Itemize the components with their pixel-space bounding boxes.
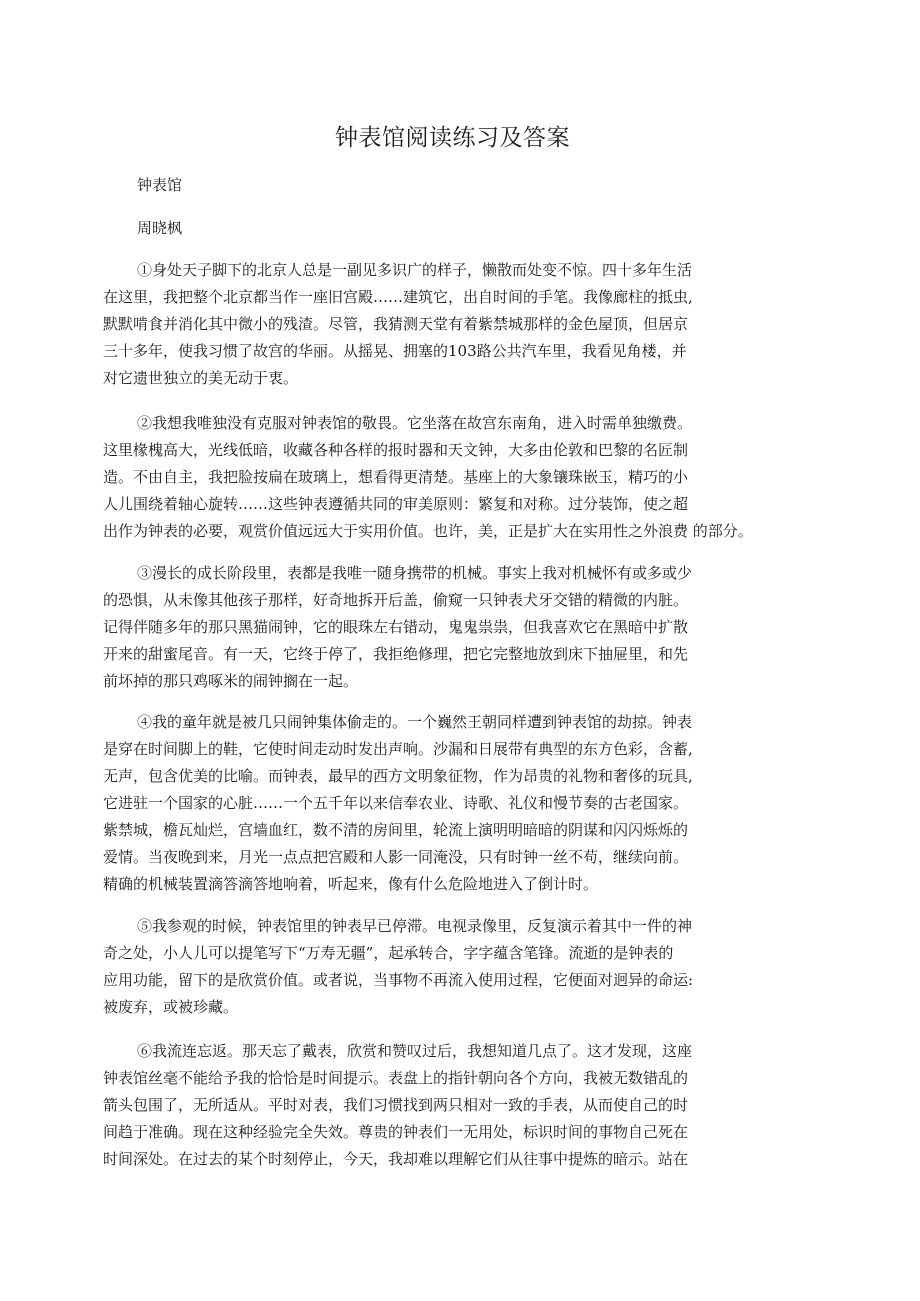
- paragraph-6: [103, 1038, 743, 1173]
- paragraph-line: ②我想我唯独没有克服对钟表馆的敬畏。它坐落在故宫东南角，进入时需单独缴费。: [137, 414, 693, 432]
- paragraph-line: ⑤我参观的时候，钟表馆里的钟表早已停滞。电视录像里，反复演示着其中一件的神: [137, 917, 693, 935]
- paragraph-line: 时间深处。在过去的某个时刻停止，今天，我却难以理解它们从往事中提炼的暗示。站在: [103, 1150, 689, 1168]
- paragraph-1: [103, 257, 743, 392]
- paragraph-line: 精确的机械装置滴答滴答地响着，听起来，像有什么危险地进入了倒计时。: [103, 875, 599, 893]
- paragraph-line: ④我的童年就是被几只闹钟集体偷走的。一个巍然王朝同样遭到钟表馆的劫掠。钟表: [137, 713, 693, 731]
- paragraph-2: [103, 410, 753, 545]
- paragraph-line: 箭头包围了，无所适从。平时对表，我们习惯找到两只相对一致的手表，从而使自己的时: [103, 1096, 689, 1114]
- article-author: 周晓枫: [137, 219, 183, 237]
- paragraph-line: 的恐惧，从未像其他孩子那样，好奇地拆开后盖，偷窥一只钟表犬牙交错的精微的内脏。: [103, 591, 689, 609]
- paragraph-3: [103, 560, 743, 695]
- paragraph-line: 造。不由自主，我把脸按扁在玻璃上，想看得更清楚。基座上的大象镶珠嵌玉，精巧的小: [103, 468, 689, 486]
- paragraph-line: 是穿在时间脚上的鞋，它使时间走动时发出声响。沙漏和日展带有典型的东方色彩，含蓄,: [103, 740, 693, 758]
- paragraph-line: ⑥我流连忘返。那天忘了戴表，欣赏和赞叹过后，我想知道几点了。这才发现，这座: [137, 1042, 693, 1060]
- paragraph-line: 三十多年，使我习惯了故宫的华丽。从摇晃、拥塞的103路公共汽车里，我看见角楼，并: [103, 342, 687, 360]
- paragraph-line: 奇之处，小人儿可以提笔写下“万寿无疆”，起承转合，字字蕴含笔锋。流逝的是钟表的: [103, 944, 674, 962]
- paragraph-line: 应用功能，留下的是欣赏价值。或者说，当事物不再流入使用过程，它便面对迥异的命运:: [103, 971, 694, 989]
- paragraph-line: ①身处天子脚下的北京人总是一副见多识广的样子，懒散而处变不惊。四十多年生活: [137, 261, 693, 279]
- document-title: 钟表馆阅读练习及答案: [335, 125, 570, 151]
- paragraph-line: 对它遗世独立的美无动于衷。: [103, 369, 299, 387]
- paragraph-line: 它进驻一个国家的心脏……一个五千年以来信奉农业、诗歌、礼仪和慢节奏的古老国家。: [103, 794, 689, 812]
- paragraph-line: 被废弃，或被珍藏。: [103, 998, 239, 1016]
- paragraph-line: 这里椽槐高大，光线低暗，收藏各种各样的报时器和天文钟，大多由伦敦和巴黎的名匠制: [103, 441, 689, 459]
- paragraph-line: 开来的甜蜜尾音。有一天，它终于停了，我拒绝修理，把它完整地放到床下抽屉里，和先: [103, 645, 689, 663]
- paragraph-line: 紫禁城，檐瓦灿烂，宫墙血红，数不清的房间里，轮流上演明明暗暗的阴谋和闪闪烁烁的: [103, 821, 689, 839]
- paragraph-line: 爱情。当夜晚到来，月光一点点把宫殿和人影一同淹没，只有时钟一丝不苟，继续向前。: [103, 848, 689, 866]
- paragraph-line: 记得伴随多年的那只黑猫闹钟，它的眼珠左右错动，鬼鬼祟祟，但我喜欢它在黑暗中扩散: [103, 618, 689, 636]
- paragraph-line: 默默啃食并消化其中微小的残渣。尽管，我猜测天堂有着紫禁城那样的金色屋顶，但居京: [103, 315, 689, 333]
- paragraph-line: ③漫长的成长阶段里，表都是我唯一随身携带的机械。事实上我对机械怀有或多或少: [137, 564, 693, 582]
- paragraph-line: 无声，包含优美的比喻。而钟表，最早的西方文明象征物，作为昂贵的礼物和奢侈的玩具,: [103, 767, 693, 785]
- paragraph-line: 人儿围绕着轴心旋转……这些钟表遵循共同的审美原则：繁复和对称。过分装饰，使之超: [103, 495, 689, 513]
- paragraph-line: 前坏掉的那只鸡啄米的闹钟搁在一起。: [103, 672, 359, 690]
- paragraph-line: 间趋于准确。现在这种经验完全失效。尊贵的钟表们一无用处，标识时间的事物自己死在: [103, 1123, 689, 1141]
- article-title: 钟表馆: [137, 176, 183, 194]
- paragraph-5: [103, 913, 743, 1021]
- paragraph-4: [103, 709, 743, 898]
- paragraph-line: 钟表馆丝毫不能给予我的恰恰是时间提示。表盘上的指针朝向各个方向，我被无数错乱的: [103, 1069, 689, 1087]
- paragraph-line: 在这里，我把整个北京都当作一座旧宫殿……建筑它，出自时间的手笔。我像廊柱的抵虫,: [103, 288, 693, 306]
- paragraph-line: 出作为钟表的必要，观赏价值远远大于实用价值。也许，美，正是扩大在实用性之外浪费 的部分。: [103, 522, 753, 540]
